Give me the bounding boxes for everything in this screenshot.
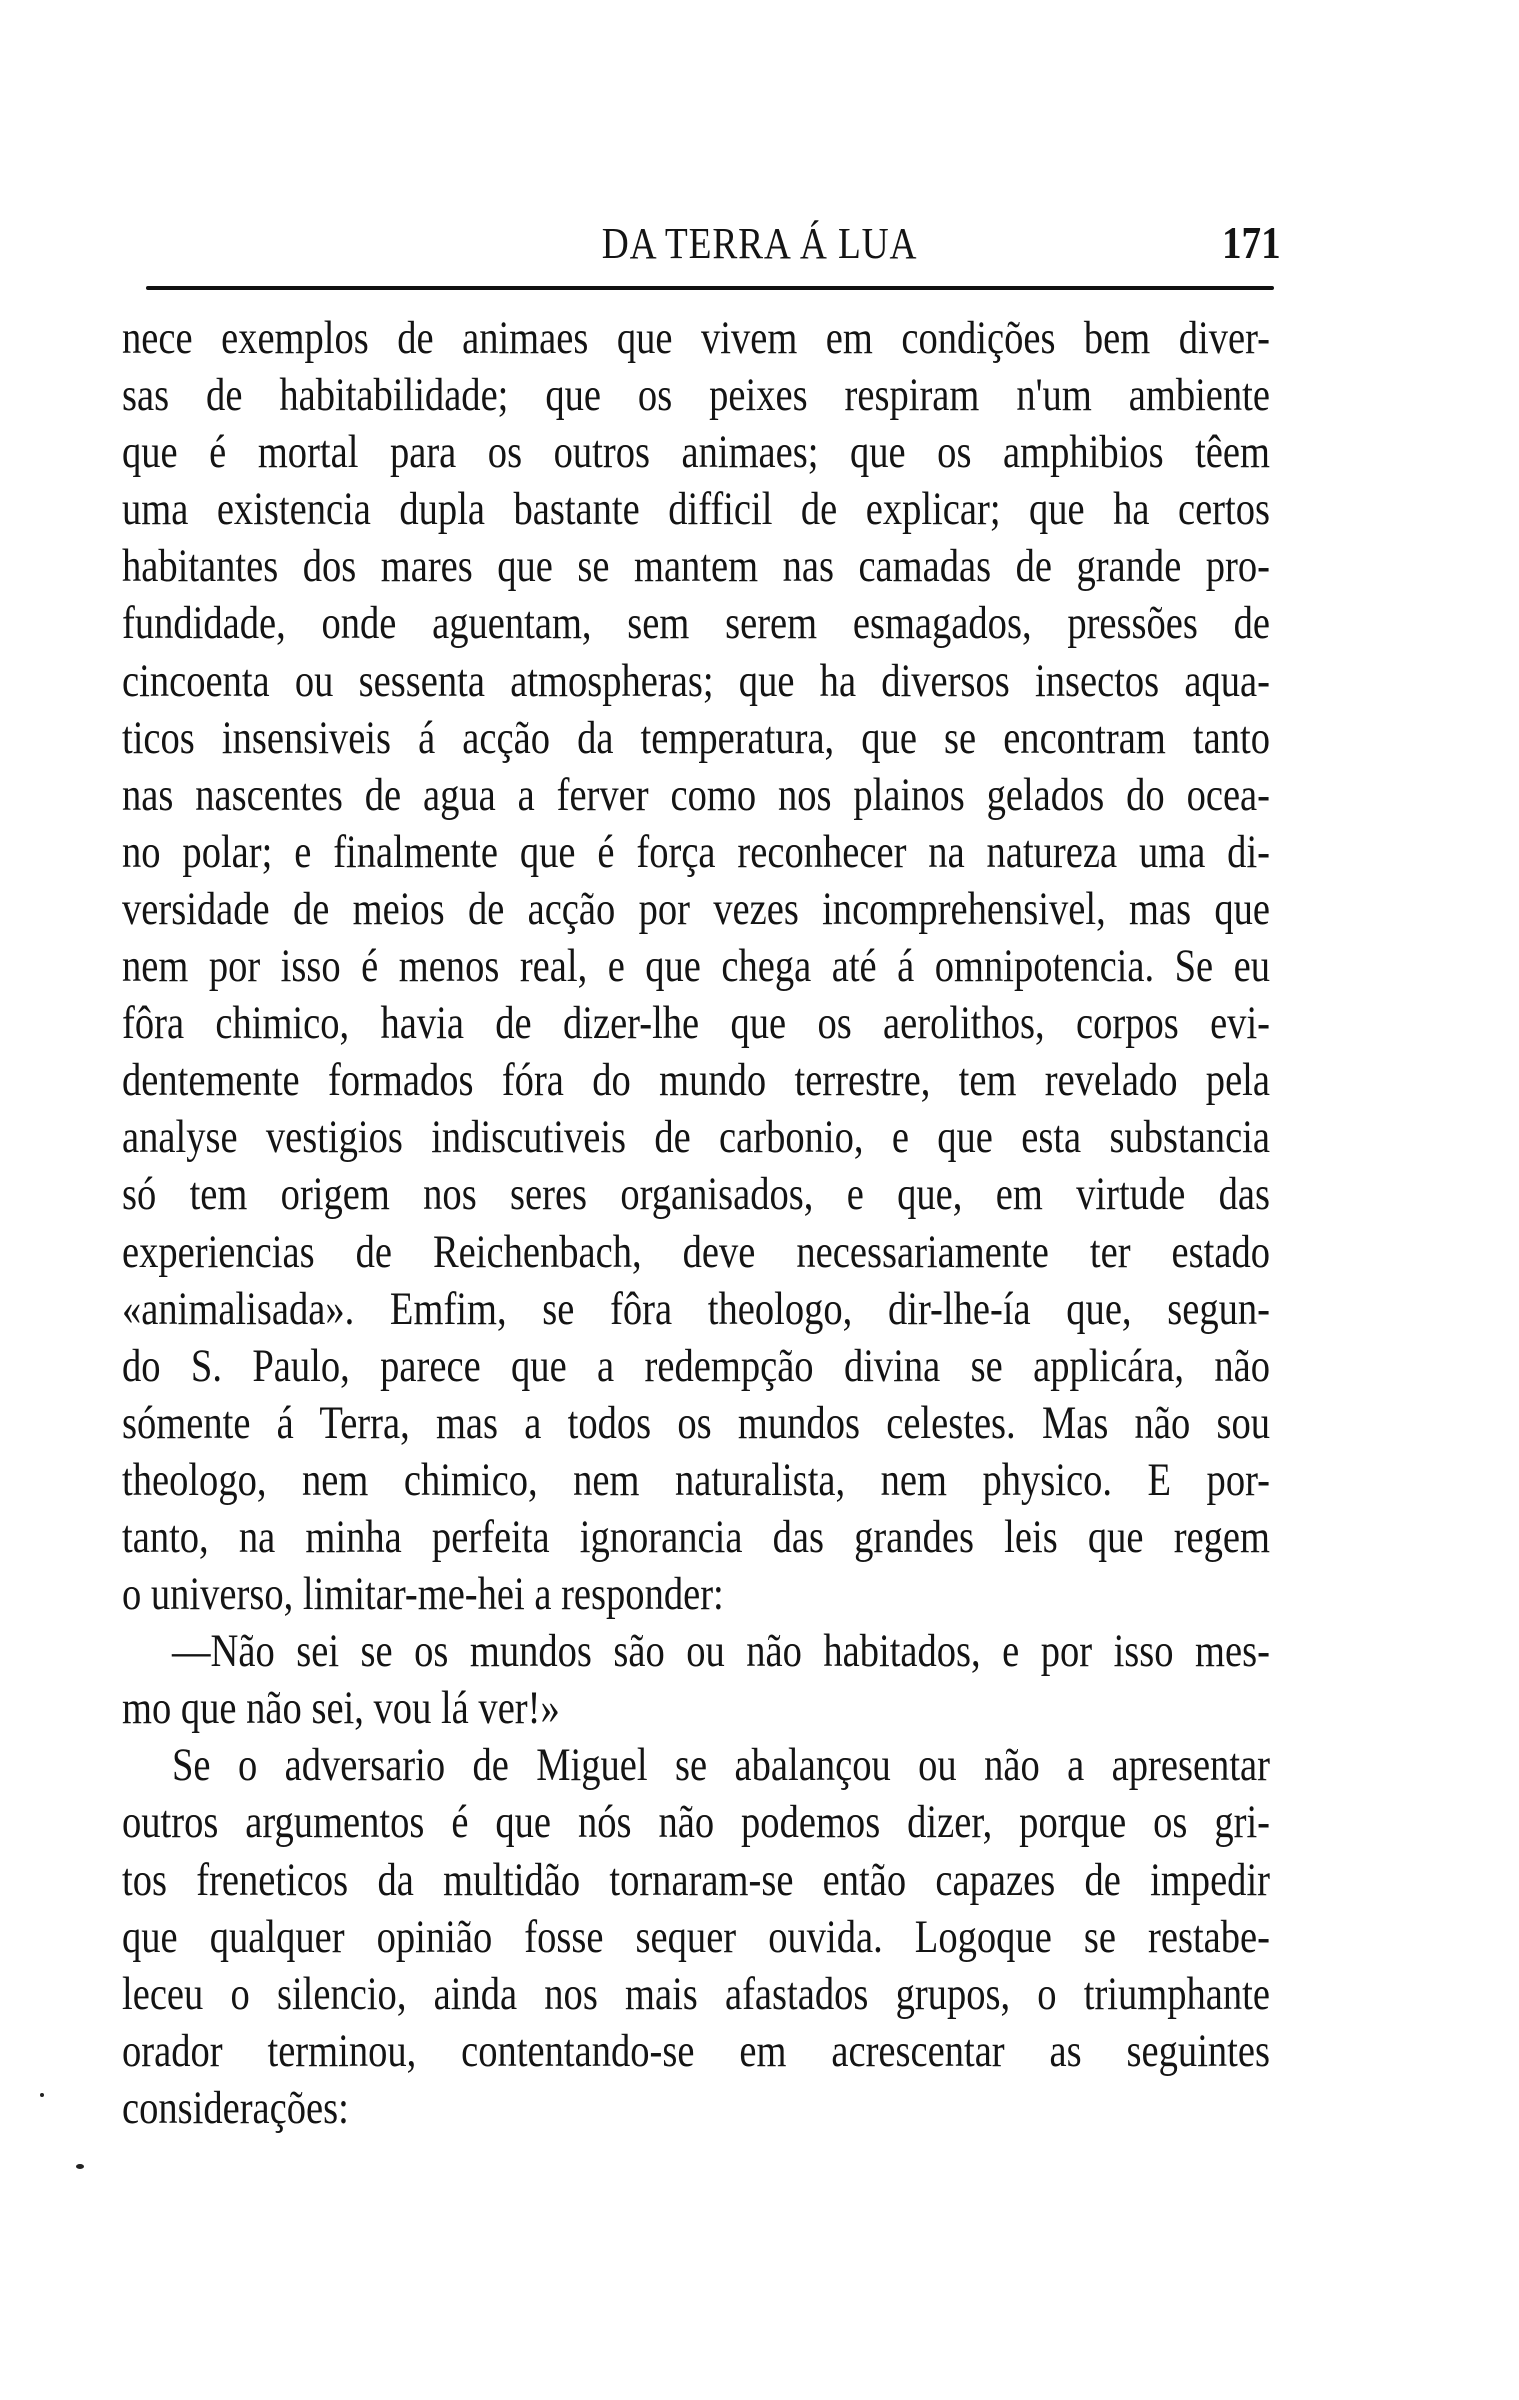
text-line: mo que não sei, vou lá ver!» (122, 1682, 560, 1735)
text-line: nem por isso é menos real, e que chega até á omnipotencia. Se eu (122, 940, 1270, 993)
text-line: ticos insensiveis á acção da temperatura, que se encontram tanto (122, 711, 1270, 764)
running-title: DA TERRA Á LUA (601, 219, 918, 268)
text-line: experiencias de Reichenbach, deve necessariamente ter estado (122, 1225, 1270, 1278)
margin-speck (40, 2093, 44, 2097)
text-line: nece exemplos de animaes que vivem em condições bem diver- (122, 312, 1270, 364)
text-line: que é mortal para os outros animaes; que os amphibios têem (122, 426, 1270, 479)
text-line: dentemente formados fóra do mundo terrestre, tem revelado pela (122, 1054, 1270, 1107)
body-text (122, 310, 1519, 2137)
text-line: só tem origem nos seres organisados, e que, em virtude das (122, 1168, 1270, 1221)
text-line: considerações: (122, 2081, 349, 2134)
text-line: habitantes dos mares que se mantem nas camadas de grande pro- (122, 540, 1270, 593)
text-line: orador terminou, contentando-se em acrescentar as seguintes (122, 2024, 1270, 2077)
text-line: sómente á Terra, mas a todos os mundos celestes. Mas não sou (122, 1396, 1270, 1449)
text-line: uma existencia dupla bastante difficil de explicar; que ha certos (122, 483, 1270, 536)
text-line: tos freneticos da multidão tornaram-se então capazes de impedir (122, 1853, 1270, 1906)
text-line: o universo, limitar-me-hei a responder: (122, 1568, 724, 1621)
text-line: —Não sei se os mundos são ou não habitados, e por isso mes- (172, 1625, 1270, 1678)
text-line: no polar; e finalmente que é força reconhecer na natureza uma di- (122, 825, 1270, 878)
text-line: theologo, nem chimico, nem naturalista, nem physico. E por- (122, 1453, 1270, 1506)
text-line: versidade de meios de acção por vezes incomprehensivel, mas que (122, 882, 1270, 935)
text-line: sas de habitabilidade; que os peixes respiram n'um ambiente (122, 369, 1270, 422)
text-line: outros argumentos é que nós não podemos dizer, porque os gri- (122, 1796, 1270, 1849)
text-line: fundidade, onde aguentam, sem serem esmagados, pressões de (122, 597, 1270, 650)
text-line: Se o adversario de Miguel se abalançou ou não a apresentar (172, 1739, 1270, 1792)
text-line: leceu o silencio, ainda nos mais afastados grupos, o triumphante (122, 1967, 1270, 2020)
text-line: cincoenta ou sessenta atmospheras; que ha diversos insectos aqua- (122, 654, 1270, 707)
text-line: nas nascentes de agua a ferver como nos plainos gelados do ocea- (122, 768, 1270, 821)
text-line: que qualquer opinião fosse sequer ouvida. Logoque se restabe- (122, 1910, 1270, 1963)
text-line: analyse vestigios indiscutiveis de carbonio, e que esta substancia (122, 1111, 1270, 1164)
text-line: fôra chimico, havia de dizer-lhe que os aerolithos, corpos evi- (122, 997, 1270, 1050)
text-line: «animalisada». Emfim, se fôra theologo, dir-lhe-ía que, segun- (122, 1282, 1270, 1335)
text-line: tanto, na minha perfeita ignorancia das grandes leis que regem (122, 1510, 1270, 1563)
page-number: 171 (1222, 217, 1281, 268)
text-line: do S. Paulo, parece que a redempção divina se applicára, não (122, 1339, 1270, 1392)
header-rule (146, 286, 1274, 290)
margin-speck (76, 2164, 84, 2169)
